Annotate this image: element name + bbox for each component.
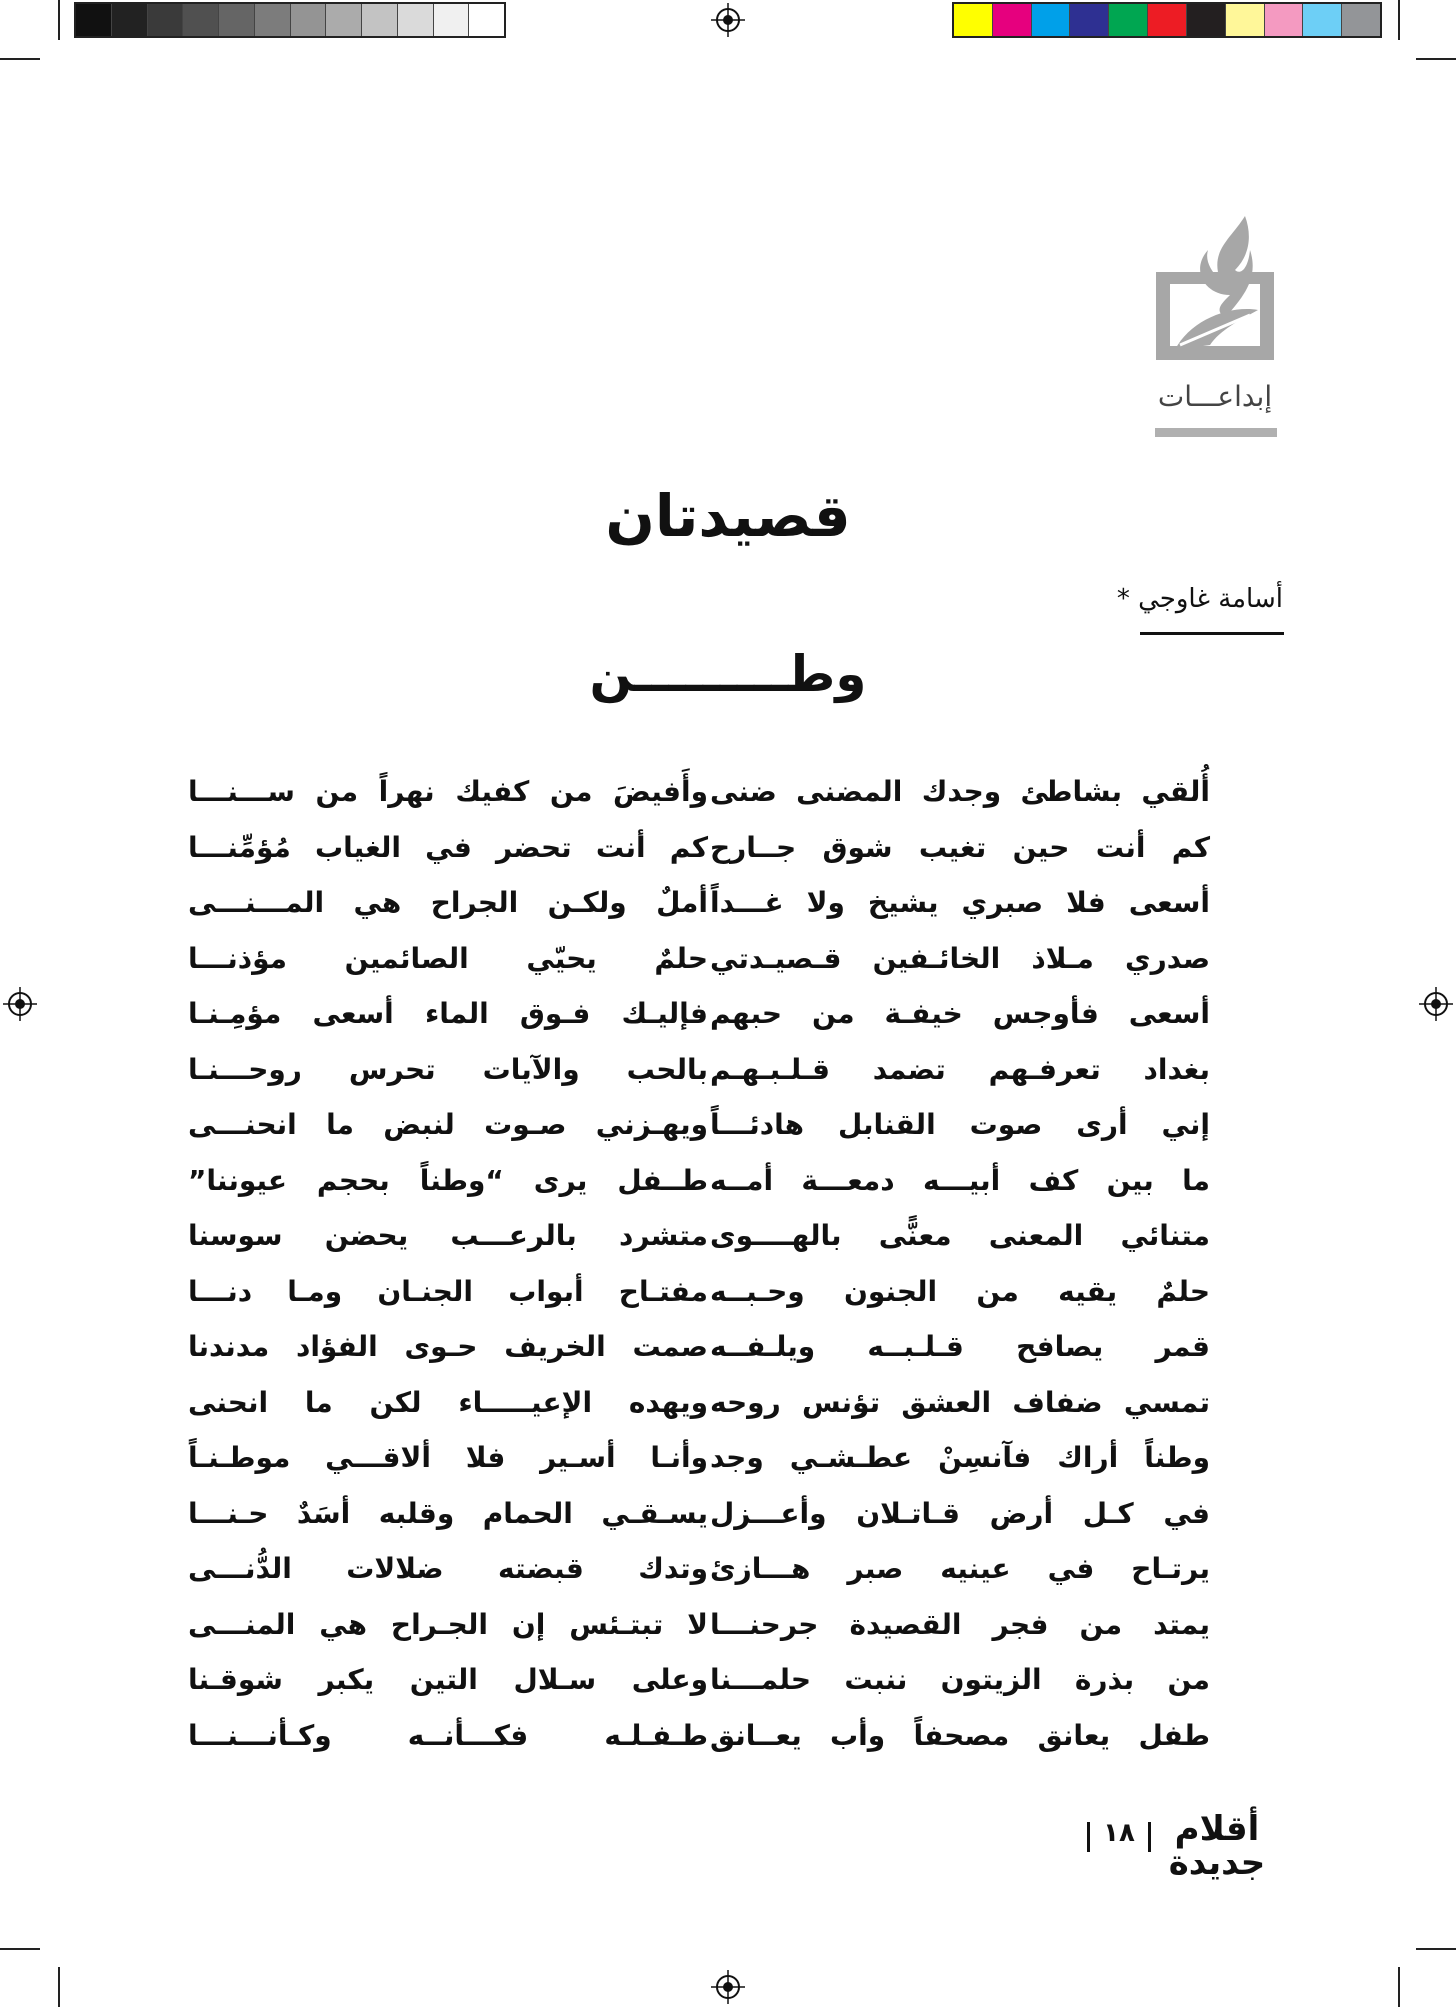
color-swatch — [1032, 4, 1071, 36]
section-underline — [1155, 428, 1277, 437]
color-swatch — [326, 4, 362, 36]
registration-mark-icon — [711, 3, 745, 37]
poem-verse: حلمٌ يقيه من الجنون وحـبــه — [710, 1274, 1210, 1308]
poem-verse: في كـل أرض قـاتـلان وأعـــزل — [710, 1496, 1210, 1530]
poem-verse: يمتد من فجر القصيدة جرحنـــا — [710, 1607, 1210, 1641]
color-swatch — [1265, 4, 1304, 36]
crop-mark-bottom-right-h — [1416, 1948, 1456, 1950]
poem-verse: طـفـلـه فكـــأنــه وكـأنـــنـــا — [188, 1718, 708, 1752]
registration-mark-icon — [3, 987, 37, 1021]
poem-verse: وعلى سـلال التين يكبر شوقـنا — [188, 1663, 708, 1696]
color-swatch — [1070, 4, 1109, 36]
color-swatch — [434, 4, 470, 36]
section-label: إبداعـــات — [1157, 380, 1273, 413]
poem-verse: صمت الخريف حـوى الفؤاد مدندنا — [188, 1330, 708, 1363]
color-swatch — [1109, 4, 1148, 36]
poem-verse: حلمٌ يحيّي الصائمين مؤذنـــا — [188, 941, 708, 975]
page-number: ١٨ — [1103, 1818, 1135, 1848]
color-swatch — [1187, 4, 1226, 36]
color-swatch — [469, 4, 504, 36]
poem-verse: طفل يعانق مصحفاً وأب يعــانق — [710, 1718, 1210, 1752]
poem-verse: بالحب والآيات تحرس روحـــنـا — [188, 1052, 708, 1086]
process-color-bar — [952, 2, 1382, 38]
poem-verse: أسعى فأوجس خيفـة من حبهم — [710, 997, 1210, 1030]
grayscale-color-bar — [74, 2, 506, 38]
poem-verse: وتدك قبضته ضلالات الدُّنـــى — [188, 1552, 708, 1585]
poem-verse: ما بين كف أبيـــه دمعـــة أمــه — [710, 1163, 1210, 1197]
poem-verse: إني أرى صوت القنابل هادئـــاً — [710, 1108, 1210, 1141]
color-swatch — [255, 4, 291, 36]
author-rule — [1140, 632, 1284, 635]
poem-title: وطـــــــــن — [589, 645, 867, 703]
color-swatch — [148, 4, 184, 36]
page-number-divider — [1087, 1822, 1090, 1852]
crop-mark-top-right-h — [1416, 58, 1456, 60]
poem-verse: يرتـاح في عينيه صبر هـــازئ — [710, 1552, 1210, 1585]
color-swatch — [291, 4, 327, 36]
poem-verse: كم أنت تحضر في الغياب مُؤمِّنـــا — [188, 830, 708, 864]
poem-verse: أملٌ ولكـن الجراح هي المـــنـــى — [188, 886, 708, 919]
poem-verse: متشرد بالرعـــب يحضن سوسنا — [188, 1219, 708, 1252]
poem-verse: فإليـك فـوق الماء أسعى مؤمِـنـا — [188, 997, 708, 1030]
poem-verse: من بذرة الزيتون ننبت حلمـــنا — [710, 1663, 1210, 1696]
poem-verse: أُلقي بشاطئ وجدك المضنى ضنى — [710, 775, 1210, 808]
color-swatch — [1342, 4, 1380, 36]
registration-mark-icon — [1419, 987, 1453, 1021]
color-swatch — [183, 4, 219, 36]
color-swatch — [219, 4, 255, 36]
poem-verse: كم أنت حين تغيب شوق جــارح — [710, 830, 1210, 864]
color-swatch — [112, 4, 148, 36]
poem-verse: وأنـا أسـير فلا ألاقـــي موطـنـاً — [188, 1441, 708, 1474]
poem-verse: يسـقـي الحمام وقلبه أسَدٌ حـنـــا — [188, 1496, 708, 1530]
crop-mark-bottom-left-h — [0, 1948, 40, 1950]
poem-verse: طــفل يرى “وطناً بحجم عيوننا” — [188, 1163, 708, 1197]
color-swatch — [398, 4, 434, 36]
poem-verse: متنائي المعنى معنًّى بالهــــوى — [710, 1219, 1210, 1252]
article-title: قصيدتان — [605, 482, 851, 550]
poem-verse: ويهده الإعيـــــاء لكن ما انحنى — [188, 1385, 708, 1419]
poem-verse: لا تبتـئس إن الجـراح هي المنـــى — [188, 1607, 708, 1641]
registration-mark-icon — [711, 1970, 745, 2004]
poem-verse: وأَفيضَ من كفيك نهراً من ســـنـــا — [188, 775, 708, 808]
poem-verse: أسعى فلا صبري يشيخ ولا غـــداً — [710, 886, 1210, 919]
crop-mark-top-right — [1398, 0, 1400, 40]
crop-mark-bottom-right — [1398, 1967, 1400, 2007]
poem-verse: تمسي ضفاف العشق تؤنس روحه — [710, 1385, 1210, 1419]
color-swatch — [1226, 4, 1265, 36]
poem-verse: وطناً أراك فآنسِنْ عطـشـي وجد — [710, 1441, 1210, 1474]
color-swatch — [362, 4, 398, 36]
poem-column-left — [188, 770, 708, 1769]
crop-mark-top-left-h — [0, 58, 40, 60]
color-swatch — [993, 4, 1032, 36]
color-swatch — [1303, 4, 1342, 36]
crop-mark-bottom-left — [58, 1967, 60, 2007]
poem-verse: صدري مـلاذ الخائـفين قـصيـدتي — [710, 941, 1210, 975]
poem-verse: ويهـزني صـوت لنبض ما انحنـــى — [188, 1108, 708, 1141]
magazine-logo: أقلام جديدة — [1168, 1809, 1266, 1883]
poem-column-right — [710, 770, 1210, 1769]
color-swatch — [954, 4, 993, 36]
poem-verse: مفتـاح أبواب الجنـان ومـا دنـــا — [188, 1274, 708, 1308]
poem-verse: بغداد تعرفـهم تضمد قـلـبـهـم — [710, 1052, 1210, 1086]
color-swatch — [76, 4, 112, 36]
poem-verse: قمر يصافح قـلـبــه ويلـفــه — [710, 1330, 1210, 1363]
crop-mark-top-left — [58, 0, 60, 40]
author-name: أسامة غاوجي * — [1116, 584, 1283, 614]
color-swatch — [1148, 4, 1187, 36]
